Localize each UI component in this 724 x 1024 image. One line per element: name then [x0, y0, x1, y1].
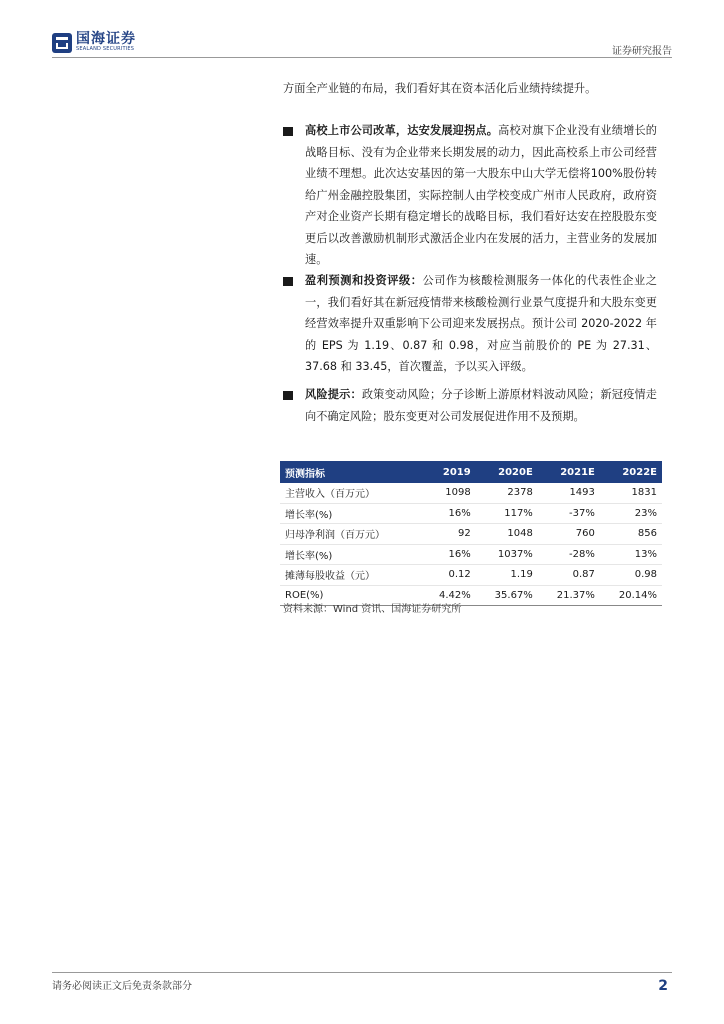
- forecast-table: [280, 461, 662, 606]
- table-cell: 13%: [600, 544, 662, 565]
- table-cell: 856: [600, 524, 662, 545]
- table-header-cell: 2019: [422, 461, 476, 483]
- table-cell: 35.67%: [476, 585, 538, 606]
- table-row: [280, 503, 662, 524]
- bullet-square-icon: [283, 277, 293, 286]
- table-header-cell: 2020E: [476, 461, 538, 483]
- table-cell: 117%: [476, 503, 538, 524]
- table-row: [280, 524, 662, 545]
- table-header-cell: 2021E: [538, 461, 600, 483]
- paragraph-forecast: [305, 270, 657, 378]
- table-source-note: 资料来源：Wind 资讯、国海证券研究所: [283, 604, 462, 615]
- bullet-square-icon: [283, 391, 293, 400]
- table-row: [280, 483, 662, 503]
- table-cell: 1048: [476, 524, 538, 545]
- table-header-cell: 预测指标: [280, 461, 422, 483]
- paragraph-reform-body: 高校对旗下企业没有业绩增长的战略目标、没有为企业带来长期发展的动力，因此高校系上市公司经营业绩不理想。此次达安基因的第一大股东中山大学无偿将100%股份转给广州金融控股集团，实际控制人由学校变成广州市人民政府，政府资产对企业资产长期有稳定增长的战略目标，我们看好达安在控股股东变更后以改善激励机制形式激活企业内在发展的活力，主营业务的发展加速。: [305, 124, 657, 266]
- table-cell: 1831: [600, 483, 662, 503]
- footer-disclaimer: 请务必阅读正文后免责条款部分: [52, 981, 192, 992]
- table-row: [280, 565, 662, 586]
- logo-name-en: SEALAND SECURITIES: [76, 46, 135, 52]
- paragraph-reform: [305, 120, 657, 271]
- table-cell: 1493: [538, 483, 600, 503]
- table-cell: 4.42%: [422, 585, 476, 606]
- table-cell: 92: [422, 524, 476, 545]
- report-type-label: 证券研究报告: [612, 46, 672, 57]
- table-cell: 1098: [422, 483, 476, 503]
- table-header-row: [280, 461, 662, 483]
- table-cell: 20.14%: [600, 585, 662, 606]
- paragraph-risk: [305, 384, 657, 427]
- table-row: [280, 544, 662, 565]
- table-cell: 增长率(%): [280, 544, 422, 565]
- logo-name-cn: 国海证券: [76, 31, 136, 47]
- header-divider: [52, 57, 672, 58]
- bullet-square-icon: [283, 127, 293, 136]
- page-number: 2: [658, 978, 668, 994]
- table-cell: 2378: [476, 483, 538, 503]
- table-cell: 增长率(%): [280, 503, 422, 524]
- table-cell: 16%: [422, 544, 476, 565]
- table-cell: 0.12: [422, 565, 476, 586]
- table-cell: 0.98: [600, 565, 662, 586]
- company-logo: [52, 32, 136, 53]
- paragraph-reform-heading: 高校上市公司改革，达安发展迎拐点。: [305, 124, 499, 137]
- table-cell: -28%: [538, 544, 600, 565]
- footer-divider: [52, 972, 672, 973]
- table-cell: 1037%: [476, 544, 538, 565]
- table-cell: 23%: [600, 503, 662, 524]
- paragraph-forecast-heading: 盈利预测和投资评级：: [305, 274, 423, 287]
- paragraph-risk-body: 政策变动风险；分子诊断上游原材料波动风险；新冠疫情走向不确定风险；股东变更对公司发展促进作用不及预期。: [305, 388, 657, 423]
- table-cell: 16%: [422, 503, 476, 524]
- table-cell: 摊薄每股收益（元）: [280, 565, 422, 586]
- table-cell: 21.37%: [538, 585, 600, 606]
- paragraph-risk-heading: 风险提示：: [305, 388, 362, 401]
- table-cell: 760: [538, 524, 600, 545]
- table-cell: ROE(%): [280, 585, 422, 606]
- paragraph-intro-end: 方面全产业链的布局，我们看好其在资本活化后业绩持续提升。: [283, 82, 597, 95]
- table-header-cell: 2022E: [600, 461, 662, 483]
- page-header: [52, 30, 672, 60]
- sealand-logo-icon: [52, 33, 72, 53]
- table-cell: -37%: [538, 503, 600, 524]
- table-cell: 1.19: [476, 565, 538, 586]
- table-cell: 0.87: [538, 565, 600, 586]
- paragraph-forecast-body: 公司作为核酸检测服务一体化的代表性企业之一，我们看好其在新冠疫情带来核酸检测行业景气度提升和大股东变更经营效率提升双重影响下公司迎来发展拐点。预计公司 2020-2022 年的 EPS 为 1.19、0.87 和 0.98，对应当前股价的 PE 为 27.31、37.68 和 33.45，首次覆盖，予以买入评级。: [305, 274, 657, 373]
- table-cell: 归母净利润（百万元）: [280, 524, 422, 545]
- table-cell: 主营收入（百万元）: [280, 483, 422, 503]
